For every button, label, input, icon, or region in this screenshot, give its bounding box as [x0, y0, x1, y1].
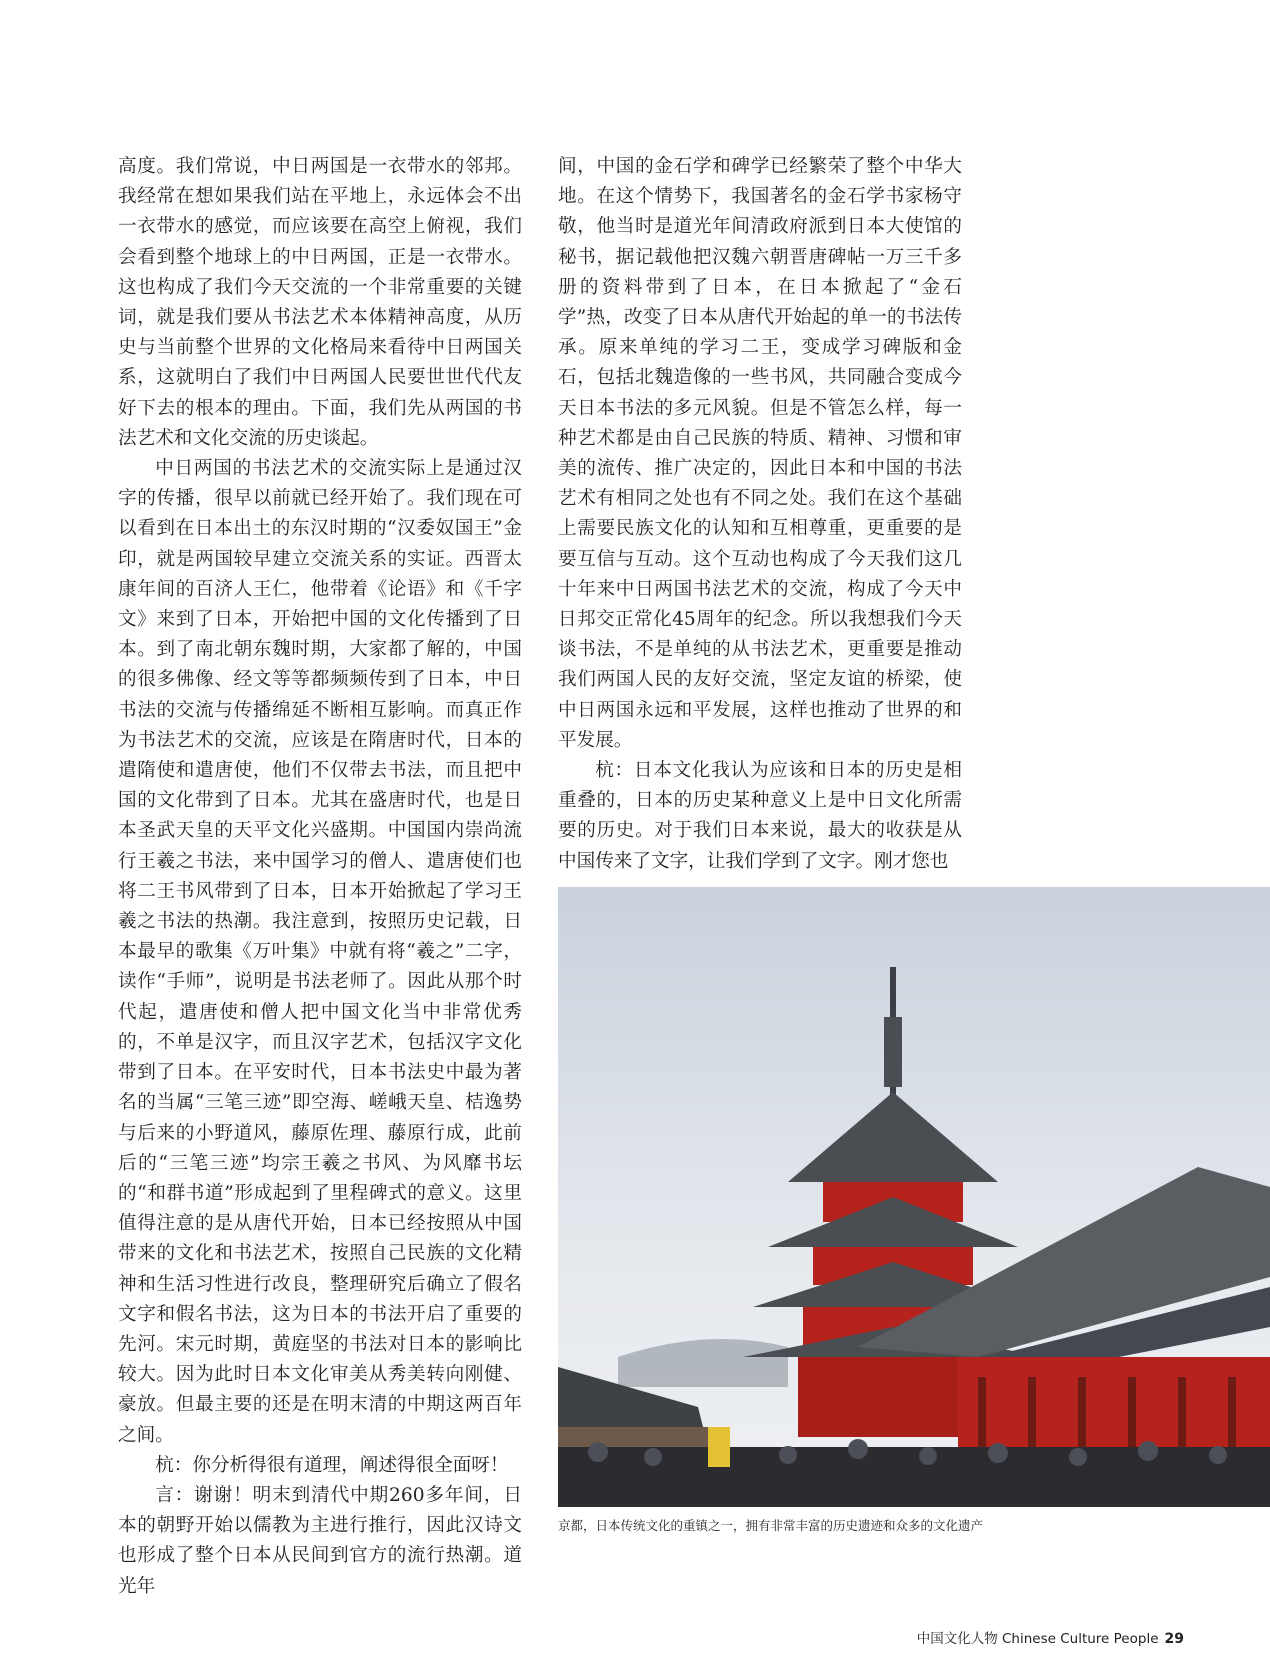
page-footer: [917, 1627, 1184, 1647]
pagoda-illustration: [558, 887, 1270, 1507]
kyoto-temple-photo: [558, 887, 1270, 1507]
paragraph: 中日两国的书法艺术的交流实际上是通过汉字的传播，很早以前就已经开始了。我们现在可以看到在日本出土的东汉时期的“汉委奴国王”金印，就是两国较早建立交流关系的实证。西晋太康年间的百济人王仁，他带着《论语》和《千字文》来到了日本，开始把中国的文化传播到了日本。到了南北朝东魏时期，大家都了解的，中国的很多佛像、经文等等都频频传到了日本，中日书法的交流与传播绵延不断相互影响。而真正作为书法艺术的交流，应该是在隋唐时代，日本的遣隋使和遣唐使，他们不仅带去书法，而且把中国的文化带到了日本。尤其在盛唐时代，也是日本圣武天皇的天平文化兴盛期。中国国内崇尚流行王羲之书法，来中国学习的僧人、遣唐使们也将二王书风带到了日本，日本开始掀起了学习王羲之书法的热潮。我注意到，按照历史记载，日本最早的歌集《万叶集》中就有将“羲之”二字，读作“手师”，说明是书法老师了。因此从那个时代起，遣唐使和僧人把中国文化当中非常优秀的，不单是汉字，而且汉字艺术，包括汉字文化带到了日本。在平安时代，日本书法史中最为著名的当属“三笔三迹”即空海、嵯峨天皇、桔逸势与后来的小野道风，藤原佐理、藤原行成，此前后的“三笔三迹”均宗王羲之书风、为风靡书坛的“和群书道”形成起到了里程碑式的意义。这里值得注意的是从唐代开始，日本已经按照从中国带来的文化和书法艺术，按照自己民族的文化精神和生活习性进行改良，整理研究后确立了假名文字和假名书法，这为日本的书法开启了重要的先河。宋元时期，黄庭坚的书法对日本的影响比较大。因为此时日本文化审美从秀美转向刚健、豪放。但最主要的还是在明末清的中期这两百年之间。: [118, 458, 522, 1446]
article-column-left: [118, 152, 522, 1602]
paragraph: 杭：日本文化我认为应该和日本的历史是相重叠的，日本的历史某种意义上是中日文化所需要的历史。对于我们日本来说，最大的收获是从中国传来了文字，让我们学到了文字。刚才您也: [558, 760, 962, 872]
photo-caption: 京都，日本传统文化的重镇之一，拥有非常丰富的历史遗迹和众多的文化遗产: [558, 1518, 984, 1533]
paragraph: 高度。我们常说，中日两国是一衣带水的邻邦。我经常在想如果我们站在平地上，永远体会不出一衣带水的感觉，而应该要在高空上俯视，我们会看到整个地球上的中日两国，正是一衣带水。这也构成了我们今天交流的一个非常重要的关键词，就是我们要从书法艺术本体精神高度，从历史与当前整个世界的文化格局来看待中日两国关系，这就明白了我们中日两国人民要世世代代友好下去的根本的理由。下面，我们先从两国的书法艺术和文化交流的历史谈起。: [118, 156, 522, 449]
paragraph: 言：谢谢！明末到清代中期260多年间，日本的朝野开始以儒教为主进行推行，因此汉诗文也形成了整个日本从民间到官方的流行热潮。道光年: [118, 1484, 522, 1597]
paragraph: 杭：你分析得很有道理，阐述得很全面呀！: [155, 1454, 509, 1476]
article-column-right: [558, 152, 962, 877]
paragraph: 间，中国的金石学和碑学已经繁荣了整个中华大地。在这个情势下，我国著名的金石学书家杨守敬，他当时是道光年间清政府派到日本大使馆的秘书，据记载他把汉魏六朝晋唐碑帖一万三千多册的资料带到了日本，在日本掀起了“金石学”热，改变了日本从唐代开始起的单一的书法传承。原来单纯的学习二王，变成学习碑版和金石，包括北魏造像的一些书风，共同融合变成今天日本书法的多元风貌。但是不管怎么样，每一种艺术都是由自己民族的特质、精神、习惯和审美的流传、推广决定的，因此日本和中国的书法艺术有相同之处也有不同之处。我们在这个基础上需要民族文化的认知和互相尊重，更重要的是要互信与互动。这个互动也构成了今天我们这几十年来中日两国书法艺术的交流，构成了今天中日邦交正常化45周年的纪念。所以我想我们今天谈书法，不是单纯的从书法艺术，更重要是推动我们两国人民的友好交流，坚定友谊的桥梁，使中日两国永远和平发展，这样也推动了世界的和平发展。: [558, 156, 962, 751]
page-number: 29: [1164, 1631, 1184, 1647]
magazine-name: 中国文化人物 Chinese Culture People: [916, 1631, 1159, 1647]
